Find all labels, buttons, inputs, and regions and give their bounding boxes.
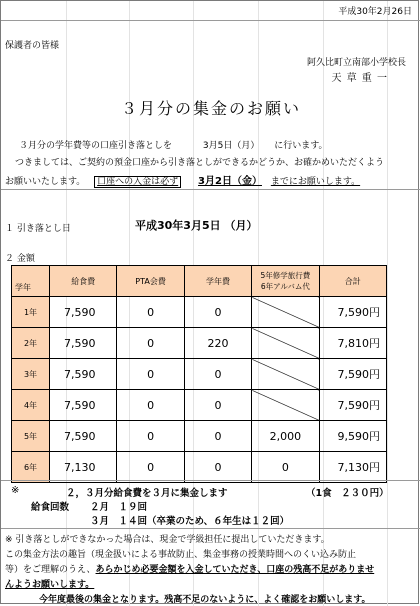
pta-cell: 0 (117, 452, 184, 483)
note-mark: ※ (11, 485, 20, 496)
note-text: 等）をご理解のうえ、 (5, 565, 96, 575)
grade-cell: 3年 (12, 359, 50, 390)
trip-cell-empty (252, 328, 319, 359)
header-total: 合計 (319, 266, 386, 297)
document-title: ３月分の集金のお願い (120, 99, 301, 118)
lunch-cell: 7,130 (50, 452, 117, 483)
total-cell: 7,590円 (319, 359, 386, 390)
table-row (12, 328, 387, 359)
lunch-cell: 7,590 (50, 421, 117, 452)
issue-date: 平成30年2月26日 (338, 7, 412, 17)
body-text: ３月分の学年費等の口座引き落としを (19, 141, 173, 151)
grade-fee-cell: 220 (184, 328, 251, 359)
grade-fee-cell: 0 (184, 421, 251, 452)
note-request-line (5, 562, 374, 575)
body-line2: つきましては、ご契約の預金口座から引き落としができるかどうか、お確かめいただくよう (15, 158, 385, 168)
pta-cell: 0 (117, 359, 184, 390)
lunch-count-mar: ３月 １４回（卒業のため、６年生は１２回） (90, 516, 290, 527)
header-trip-line2: 6年アルバム代 (260, 282, 310, 291)
lunch-count-feb: ２月 １９回 (90, 502, 148, 513)
trip-cell-empty (252, 297, 319, 328)
separator (1, 20, 420, 21)
lunch-unit-price: （1食 ２３０円） (306, 488, 389, 499)
pta-cell: 0 (117, 421, 184, 452)
lunch-cell: 7,590 (50, 359, 117, 390)
total-cell: 7,810円 (319, 328, 386, 359)
note-purpose: この集金方法の趣旨（現金扱いによる事故防止、集金事務の授業時間へのくい込み防止 (5, 550, 357, 560)
section1-date: 平成30年3月5日 （月） (135, 219, 258, 232)
body-text: までにお願いします。 (270, 177, 361, 187)
grade-cell: 6年 (12, 452, 50, 483)
header-trip (252, 266, 319, 297)
recipient: 保護者の皆様 (5, 41, 60, 51)
header-trip-line1: 5年修学旅行費 (260, 271, 311, 280)
note-emphasis: あらかじめ必要金額を入金していただき、口座の残高不足がありませ (95, 565, 375, 575)
header-lunch: 給食費 (50, 266, 117, 297)
pta-cell: 0 (117, 328, 184, 359)
header-grade (12, 266, 50, 297)
lunch-collection-note: ２，３月分給食費を３月に集金します (66, 488, 228, 499)
lunch-cell: 7,590 (50, 390, 117, 421)
grid-line (387, 1, 388, 606)
trip-cell: 2,000 (252, 421, 319, 452)
header-grade-label: 学年 (15, 283, 31, 292)
sender-school: 阿久比町立南部小学校長 (306, 58, 406, 68)
grade-cell: 4年 (12, 390, 50, 421)
table-row (12, 297, 387, 328)
separator (1, 189, 420, 190)
body-text: お願いいたします。 (5, 177, 86, 187)
grade-fee-cell: 0 (184, 452, 251, 483)
separator (1, 528, 420, 529)
note-failed-debit: ※ 引き落としができなかった場合は、現金で学級担任に提出していただきます。 (5, 535, 330, 545)
header-grade-fee: 学年費 (184, 266, 251, 297)
body-text: に行います。 (274, 141, 328, 151)
table-row (12, 390, 387, 421)
body-line3 (5, 172, 360, 187)
lunch-cell: 7,590 (50, 328, 117, 359)
grade-cell: 5年 (12, 421, 50, 452)
header-pta: PTA会費 (117, 266, 184, 297)
total-cell: 7,130円 (319, 452, 386, 483)
table-row (12, 359, 387, 390)
sender-name: 天 草 重 一 (331, 73, 388, 84)
trip-cell-empty (252, 390, 319, 421)
pta-cell: 0 (117, 390, 184, 421)
total-cell: 9,590円 (319, 421, 386, 452)
section2-label: ２ 金額 (5, 254, 35, 264)
separator (1, 480, 420, 481)
note-request-end: んようお願いします。 (5, 580, 95, 590)
body-line1 (19, 138, 328, 151)
grade-fee-cell: 0 (184, 297, 251, 328)
table-row (12, 421, 387, 452)
final-note: 今年度最後の集金となります。残高不足のないように、よく確認をお願いします。 (39, 595, 371, 605)
deposit-note: 口座への入金は必ず (94, 176, 181, 188)
section1-label: １ 引き落とし日 (5, 224, 71, 234)
table-header-row (12, 266, 387, 297)
trip-cell: 0 (252, 452, 319, 483)
table-row (12, 452, 387, 483)
total-cell: 7,590円 (319, 390, 386, 421)
deposit-deadline: 3月2日（金） (198, 176, 262, 187)
fee-table (11, 265, 387, 483)
debit-date: 3月5日（月） (202, 141, 260, 151)
grade-fee-cell: 0 (184, 390, 251, 421)
grade-cell: 1年 (12, 297, 50, 328)
lunch-cell: 7,590 (50, 297, 117, 328)
total-cell: 7,590円 (319, 297, 386, 328)
lunch-count-label: 給食回数 (31, 502, 70, 513)
grade-cell: 2年 (12, 328, 50, 359)
trip-cell-empty (252, 359, 319, 390)
pta-cell: 0 (117, 297, 184, 328)
grade-fee-cell: 0 (184, 359, 251, 390)
